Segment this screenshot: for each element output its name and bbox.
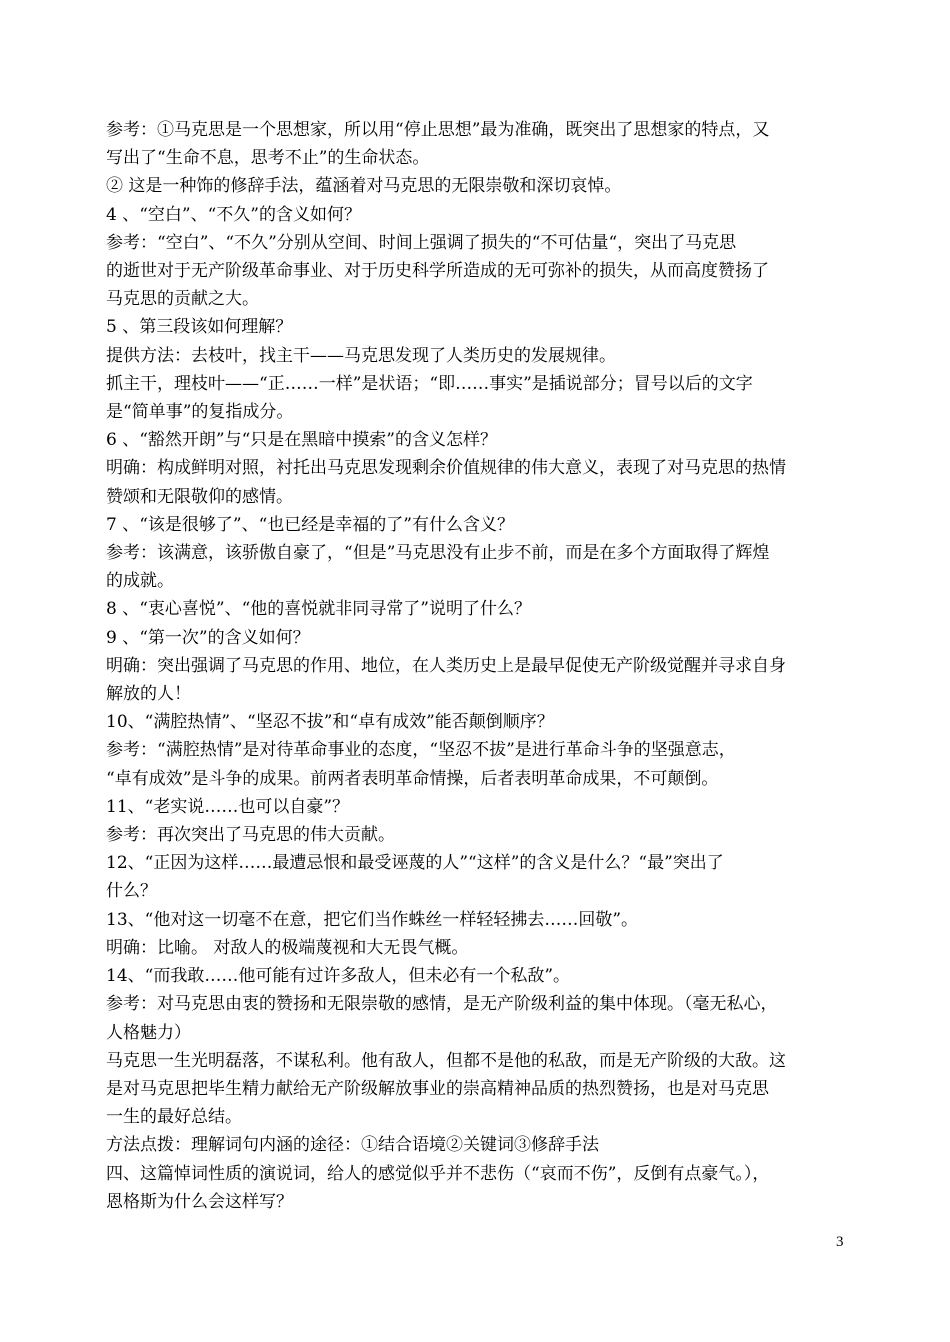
text-line: 参考：“空白”、“不久”分别从空间、时间上强调了损失的“不可估量“，突出了马克思 — [106, 232, 737, 253]
text-line: 明确：构成鲜明对照，衬托出马克思发现剩余价值规律的伟大意义，表现了对马克思的热情 — [106, 458, 786, 479]
text-line: 抓主干，理枝叶——“正……一样”是状语；“即……事实”是插说部分；冒号以后的文字 — [106, 373, 753, 394]
text-line: 提供方法：去枝叶，找主干——马克思发现了人类历史的发展规律。 — [106, 345, 616, 366]
text-line: 写出了“生命不息，思考不止”的生命状态。 — [106, 148, 430, 169]
text-line: 一生的最好总结。 — [106, 1107, 242, 1128]
text-line: 方法点拨：理解词句内涵的途径：①结合语境②关键词③修辞手法 — [106, 1135, 599, 1156]
text-line: 11、“老实说……也可以自豪”？ — [106, 796, 350, 817]
text-line: 恩格斯为什么会这样写？ — [106, 1191, 293, 1212]
text-line: 参考：对马克思由衷的赞扬和无限崇敬的感情，是无产阶级利益的集中体现。（毫无私心， — [106, 994, 778, 1015]
text-line: 14、“而我敢……他可能有过许多敌人，但未必有一个私敌”。 — [106, 966, 571, 987]
text-line: 9 、“第一次”的含义如何？ — [106, 627, 310, 648]
text-line: 参考：①马克思是一个思想家，所以用“停止思想”最为准确，既突出了思想家的特点，又 — [106, 120, 770, 140]
text-line: 四、这篇悼词性质的演说词，给人的感觉似乎并不悲伤（“哀而不伤”，反倒有点豪气。）， — [106, 1163, 770, 1184]
text-line: 什么？ — [106, 881, 157, 902]
text-line: 7 、“该是很够了”、“也已经是幸福的了”有什么含义？ — [106, 514, 514, 535]
text-line: 马克思一生光明磊落，不谋私利。他有敌人，但都不是他的私敌，而是无产阶级的大敌。这 — [106, 1050, 786, 1071]
text-line: 参考：再次突出了马克思的伟大贡献。 — [106, 825, 395, 846]
text-line: “卓有成效”是斗争的成果。前两者表明革命情操，后者表明革命成果，不可颠倒。 — [106, 768, 719, 789]
text-line: 的成就。 — [106, 571, 174, 592]
text-line: ② 这是一种饰的修辞手法，蕴涵着对马克思的无限崇敬和深切哀悼。 — [106, 176, 622, 197]
text-line: 明确：比喻。 对敌人的极端蔑视和大无畏气概。 — [106, 937, 469, 958]
text-line: 参考：该满意，该骄傲自豪了，“但是”马克思没有止步不前，而是在多个方面取得了辉煌 — [106, 543, 770, 564]
document-body — [106, 116, 852, 1216]
text-line: 8 、“衷心喜悦”、“他的喜悦就非同寻常了”说明了什么？ — [106, 599, 531, 620]
text-line: 明确：突出强调了马克思的作用、地位，在人类历史上是最早促使无产阶级觉醒并寻求自身 — [106, 655, 786, 676]
text-line: 4 、“空白”、“不久”的含义如何？ — [106, 204, 361, 225]
text-line: 赞颂和无限敬仰的感情。 — [106, 486, 293, 507]
text-line: 的逝世对于无产阶级革命事业、对于历史科学所造成的无可弥补的损失，从而高度赞扬了 — [106, 261, 769, 282]
text-line: 是“简单事”的复指成分。 — [106, 402, 294, 423]
text-line: 6 、“豁然开朗”与“只是在黑暗中摸索”的含义怎样？ — [106, 430, 497, 451]
page-number: 3 — [836, 1234, 844, 1250]
text-line: 13、“他对这一切毫不在意，把它们当作蛛丝一样轻轻拂去……回敬”。 — [106, 909, 639, 930]
text-line: 解放的人！ — [106, 684, 191, 705]
text-line: 12、“正因为这样……最遭忌恨和最受诬蔑的人”“这样”的含义是什么？“最”突出了 — [106, 853, 724, 874]
text-line: 参考：“满腔热情”是对待革命事业的态度，“坚忍不拔”是进行革命斗争的坚强意志， — [106, 740, 736, 761]
text-line: 5 、第三段该如何理解？ — [106, 317, 293, 338]
text-line: 10、“满腔热情”、“坚忍不拔”和“卓有成效”能否颠倒顺序？ — [106, 712, 554, 733]
text-line: 人格魅力） — [106, 1022, 191, 1043]
text-line: 马克思的贡献之大。 — [106, 289, 259, 310]
text-line: 是对马克思把毕生精力献给无产阶级解放事业的崇高精神品质的热烈赞扬，也是对马克思 — [106, 1078, 769, 1099]
